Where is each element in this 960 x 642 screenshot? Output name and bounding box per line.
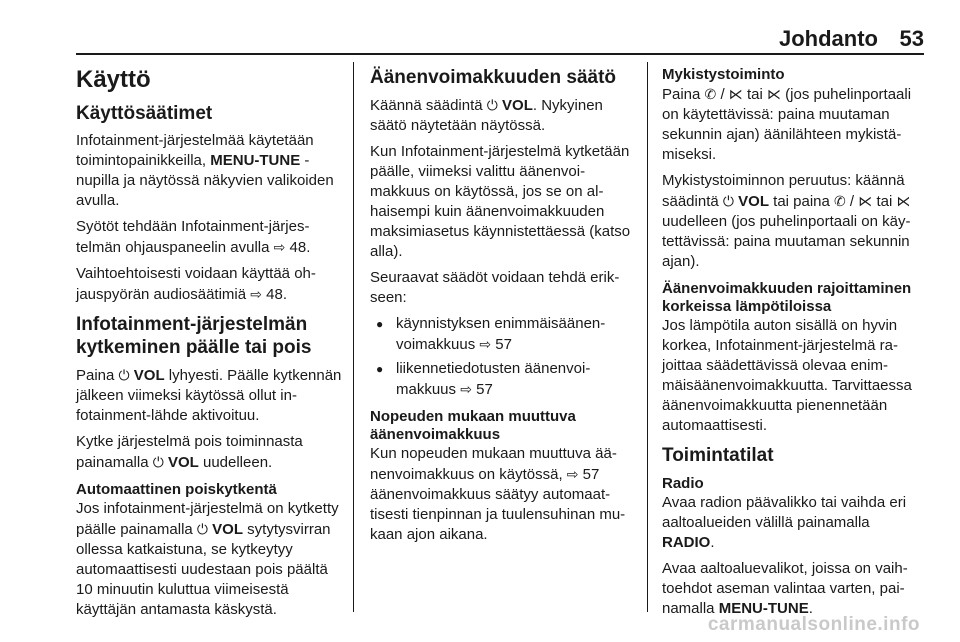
minor-heading: Nopeuden mukaan muuttuva äänenvoimakkuus: [370, 408, 576, 443]
paragraph: Infotainment-järjestelmää käytetään toimintopainikkeilla, MENU-TUNE -nupilla ja näytössä näkyvien valikoiden avulla.: [76, 132, 334, 209]
phone-icon: ✆: [704, 86, 717, 102]
power-knob-icon: ⏻: [722, 193, 734, 209]
power-knob-icon: ⏻: [118, 367, 130, 383]
page-ref-icon: ⇨: [566, 466, 579, 482]
paragraph: Mykistystoiminnon peruutus: käännä säädintä ⏻ VOL tai paina ✆ / ⋉ tai ⋉ uudelleen (jos puhelinportaali on käytettävissä: paina muutaman sekunnin ajan).: [662, 172, 911, 270]
mute-icon: ⋉: [766, 86, 781, 102]
list-item: ● liikennetiedotusten äänenvoimakkuus ⇨ 57: [370, 359, 638, 400]
subsection-heading: Äänenvoimakkuuden säätö: [370, 67, 617, 88]
subsection-heading: Infotainment-järjestelmän kytkeminen päälle tai pois: [76, 314, 312, 358]
bullet-list: [370, 314, 638, 400]
paragraph: Avaa aaltoaluevalikot, joissa on vaihtoehdot aseman valintaa varten, painamalla MENU-TUNE.: [662, 560, 908, 617]
column-2: [370, 60, 638, 551]
phone-icon: ✆: [834, 193, 846, 209]
minor-heading: Mykistystoiminto: [662, 66, 785, 83]
minor-heading: Äänenvoimakkuuden rajoittaminen korkeissa lämpötiloissa: [662, 280, 912, 315]
column-divider: [353, 62, 354, 612]
page-number: 53: [899, 26, 924, 51]
mute-icon: ⋉: [896, 193, 911, 209]
page-ref-icon: ⇨: [479, 336, 492, 352]
minor-heading: Automaattinen poiskytkentä: [76, 481, 277, 498]
paragraph: Avaa radion päävalikko tai vaihda eri aaltoalueiden välillä painamalla RADIO.: [662, 494, 907, 551]
minor-heading: Radio: [662, 475, 704, 492]
list-item: ● käynnistyksen enimmäisäänenvoimakkuus ⇨ 57: [370, 314, 638, 355]
paragraph: Syötöt tehdään Infotainment-järjestelmän ohjauspaneelin avulla ⇨ 48.: [76, 218, 311, 256]
power-knob-icon: ⏻: [152, 454, 164, 470]
page-ref-link[interactable]: 57: [491, 336, 512, 353]
chapter-title: Johdanto: [779, 26, 878, 51]
paragraph: Paina ⏻ VOL lyhyesti. Päälle kytkennän jälkeen viimeksi käytössä ollut infotainment-lähde aktivoituu.: [76, 367, 342, 424]
page-ref-icon: ⇨: [273, 239, 286, 255]
column-1: [76, 60, 344, 626]
paragraph: Seuraavat säädöt voidaan tehdä erikseen:: [370, 269, 620, 306]
watermark: carmanualsonline.info: [707, 614, 920, 635]
page-ref-icon: ⇨: [460, 381, 472, 397]
paragraph: Vaihtoehtoisesti voidaan käyttää ohjauspyörän audiosäätimiä ⇨ 48.: [76, 265, 316, 303]
paragraph: Käännä säädintä ⏻ VOL. Nykyinen säätö näytetään näytössä.: [370, 97, 603, 134]
mute-icon: ⋉: [858, 193, 873, 209]
mute-icon: ⋉: [728, 86, 743, 102]
subsection-heading: Käyttösäätimet: [76, 103, 213, 124]
subsection-heading: Toimintatilat: [662, 445, 774, 466]
paragraph: Kun nopeuden mukaan muuttuva äänenvoimakkuus on käytössä, ⇨ 57 äänenvoimakkuus säätyy automaattisesti tienpinnan ja tuulensuhinan mukaan ajon aikana.: [370, 445, 626, 543]
paragraph: Jos lämpötila auton sisällä on hyvin korkea, Infotainment-järjestelmä rajoittaa säädettävissä olevaa enimmäisäänenvoimakkuutta. Tarvittaessa äänenvoimakkuutta pienennetään automaattisesti.: [662, 317, 912, 434]
page-ref-link[interactable]: 48.: [285, 239, 311, 256]
paragraph: Kun Infotainment-järjestelmä kytketään päälle, viimeksi valittu äänenvoimakkuus on käytössä, jos se on alhaisempi kuin äänenvoimakkuuden maksimiasetus käynnistettäessä (katso alla).: [370, 143, 631, 260]
page-ref-link[interactable]: 48.: [262, 286, 288, 303]
paragraph: Kytke järjestelmä pois toiminnasta painamalla ⏻ VOL uudelleen.: [76, 433, 303, 471]
page-ref-icon: ⇨: [250, 286, 263, 302]
column-divider: [647, 62, 648, 612]
paragraph: Jos infotainment-järjestelmä on kytketty päälle painamalla ⏻ VOL sytytysvirran ollessa katkaistuna, se kytkeytyy automaattisesti uudestaan pois päältä 10 minuutin kuluttua viimeisestä käyttäjän antamasta käskystä.: [76, 500, 339, 618]
page-header: [0, 0, 960, 56]
column-3: [662, 60, 926, 625]
section-heading: Käyttö: [76, 66, 151, 93]
page-ref-link[interactable]: 57: [578, 466, 600, 483]
paragraph: Paina ✆ / ⋉ tai ⋉ (jos puhelinportaali on käytettävissä: paina muutaman sekunnin ajan) äänilähteen mykistämiseksi.: [662, 86, 912, 163]
power-knob-icon: ⏻: [486, 97, 498, 113]
page-ref-link[interactable]: 57: [471, 381, 493, 398]
power-knob-icon: ⏻: [196, 521, 208, 537]
header-rule: [76, 53, 924, 55]
